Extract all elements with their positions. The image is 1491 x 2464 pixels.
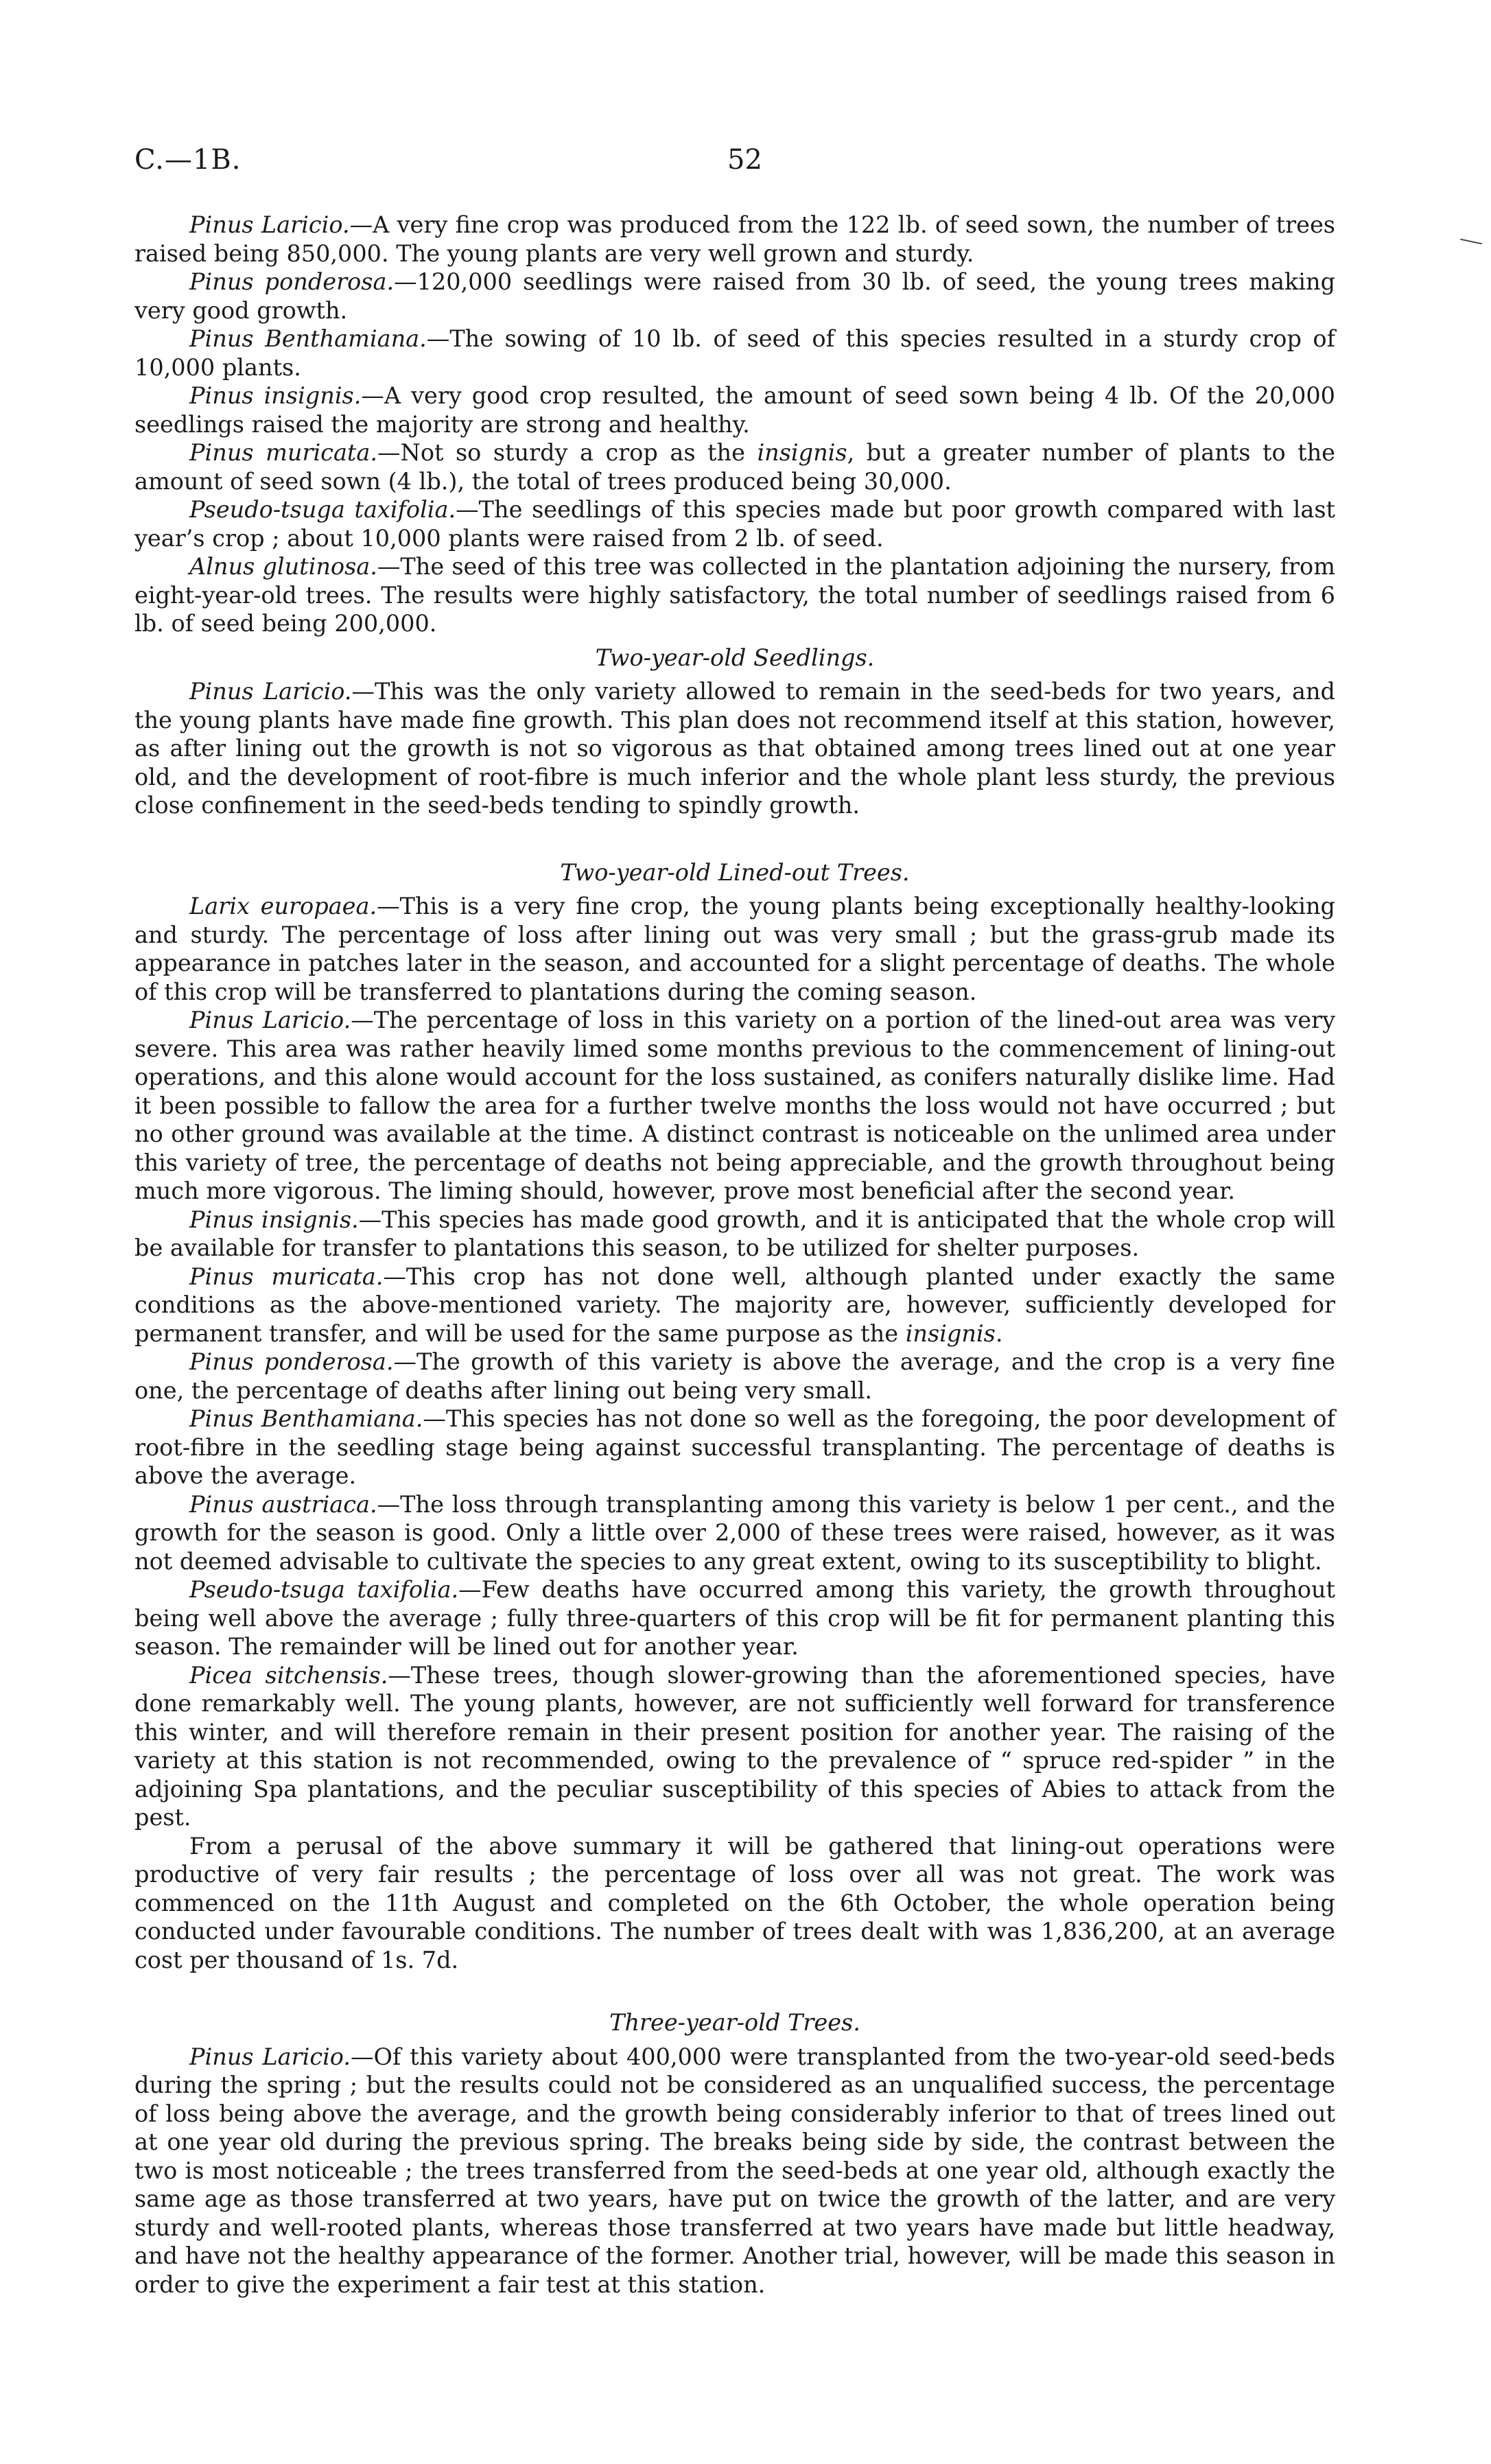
paragraph: Pinus Laricio.—This was the only variety allowed to remain in the seed-beds for two years, and the young plants have made fine growth. This plan does not recommend itself at this station, however, as after lining out the growth is not so vigorous as that obtained among trees lined out at one year old, and the development of root-fibre is much inferior and the whole plant less sturdy, the previous close confinement in the seed-beds tending to spindly growth. [134,678,1335,819]
species-name: Pinus muricata. [189,439,378,466]
section-heading: Two-year-old Lined-out Trees. [560,858,910,886]
species-name: Pseudo-tsuga taxifolia. [189,1576,459,1603]
paragraph: Pinus muricata.—This crop has not done well, although planted under exactly the same conditions as the above-mentioned variety. The majority are, however, sufficiently developed for permanent transfer, and will be used for the same purpose as the insignis. [134,1263,1336,1347]
species-name: Pinus austriaca. [189,1490,377,1518]
species-name: Larix europaea. [189,893,377,919]
paragraph: From a perusal of the above summary it will be gathered that lining-out operations were productive of very fair results ; the percentage of loss over all was not great. The work was commenced on the 11th August and completed on the 6th October, the whole operation being conducted under favourable conditions. The number of trees dealt with was 1,836,200, at an average cost per thousand of 1s. 7d. [134,1832,1335,1973]
paragraph: Pinus insignis.—This species has made good growth, and it is anticipated that the whole crop will be available for transfer to plantations this season, to be utilized for shelter purposes. [134,1206,1336,1261]
paragraph: Larix europaea.—This is a very fine crop, the young plants being exceptionally healthy-looking and sturdy. The percentage of loss after lining out was very small ; but the grass-grub made its appearance in patches later in the season, and accounted for a slight percentage of deaths. The whole of this crop will be transferred to plantations during the coming season. [134,893,1335,1005]
body-text [134,211,1335,2299]
paragraph: Pinus Laricio.—The percentage of loss in this variety on a portion of the lined-out area was very severe. This area was rather heavily limed some months previous to the commencement of lining-out operations, and this alone would account for the loss sustained, as conifers naturally dislike lime. Had it been possible to fallow the area for a further twelve months the loss would not have occurred ; but no other ground was available at the time. A distinct contrast is noticeable on the unlimed area under this variety of tree, the percentage of deaths not being appreciable, and the growth throughout being much more vigorous. The liming should, however, prove most beneficial after the second year. [134,1007,1335,1204]
species-name: Pinus Laricio. [189,2043,351,2070]
species-name: Picea sitchensis. [189,1661,388,1689]
species-name: Pinus muricata. [189,1263,384,1290]
species-name: Pinus Benthamiana. [189,325,427,352]
paragraph: Pinus muricata.—Not so sturdy a crop as the insignis, but a greater number of plants to the amount of seed sown (4 lb.), the total of trees produced being 30,000. [134,439,1335,495]
species-name: Pinus Laricio. [189,211,350,238]
species-name: Pinus Laricio. [189,1007,351,1033]
species-name: Pinus Benthamiana. [189,1405,423,1432]
paragraph: Pinus austriaca.—The loss through transplanting among this variety is below 1 per cent., and the growth for the season is good. Only a little over 2,000 of these trees were raised, however, as it was not deemed advisable to cultivate the species to any great extent, owing to its susceptibility to blight. [134,1490,1336,1575]
paragraph: Pinus Laricio.—A very fine crop was produced from the 122 lb. of seed sown, the number of trees raised being 850,000. The young plants are very well grown and sturdy. [134,211,1335,267]
page-number: 52 [727,144,762,176]
section-heading: Two-year-old Seedlings. [595,644,875,671]
report-code: C.—1B. [134,144,242,176]
paragraph: Pinus Benthamiana.—This species has not done so well as the foregoing, the poor development of root-fibre in the seedling stage being against successful transplanting. The percentage of deaths is above the average. [134,1405,1335,1489]
species-name: Alnus glutinosa. [189,553,377,580]
margin-mark [1460,239,1482,245]
paragraph: Pseudo-tsuga taxifolia.—The seedlings of this species made but poor growth compared with last year’s crop ; about 10,000 plants were raised from 2 lb. of seed. [134,496,1336,552]
paragraph: Picea sitchensis.—These trees, though slower-growing than the aforementioned species, have done remarkably well. The young plants, however, are not sufficiently well forward for transference this winter, and will therefore remain in their present position for another year. The raising of the variety at this station is not recommended, owing to the prevalence of “ spruce red-spider ” in the adjoining Spa plantations, and the peculiar susceptibility of this species of Abies to attack from the pest. [134,1661,1335,1831]
paragraph: Pseudo-tsuga taxifolia.—Few deaths have occurred among this variety, the growth throughout being well above the average ; fully three-quarters of this crop will be fit for permanent planting this season. The remainder will be lined out for another year. [134,1576,1335,1660]
species-name: Pinus insignis. [189,382,362,409]
paragraph: Pinus Benthamiana.—The sowing of 10 lb. of seed of this species resulted in a sturdy crop of 10,000 plants. [134,325,1335,381]
section-heading: Three-year-old Trees. [609,2009,860,2036]
species-name: Pseudo-tsuga taxifolia. [189,496,456,523]
species-name: Pinus insignis. [189,1206,359,1233]
paragraph: Pinus insignis.—A very good crop resulted, the amount of seed sown being 4 lb. Of the 20,000 seedlings raised the majority are strong and healthy. [134,382,1335,438]
paragraph: Pinus ponderosa.—120,000 seedlings were raised from 30 lb. of seed, the young trees making very good growth. [134,268,1336,324]
paragraph: Pinus ponderosa.—The growth of this variety is above the average, and the crop is a very fine one, the percentage of deaths after lining out being very small. [134,1348,1335,1404]
species-name: Pinus Laricio. [189,678,352,705]
paragraph: Pinus Laricio.—Of this variety about 400,000 were transplanted from the two-year-old seed-beds during the spring ; but the results could not be considered as an unqualified success, the percentage of loss being above the average, and the growth being considerably inferior to that of trees lined out at one year old during the previous spring. The breaks being side by side, the contrast between the two is most noticeable ; the trees transferred from the seed-beds at one year old, although exactly the same age as those transferred at two years, have put on twice the growth of the latter, and are very sturdy and well-rooted plants, whereas those transferred at two years have made but little headway, and have not the healthy appearance of the former. Another trial, however, will be made this season in order to give the experiment a fair test at this station. [134,2043,1335,2298]
paragraph: Alnus glutinosa.—The seed of this tree was collected in the plantation adjoining the nursery, from eight-year-old trees. The results were highly satisfactory, the total number of seedlings raised from 6 lb. of seed being 200,000. [134,553,1335,637]
species-name: Pinus ponderosa. [189,268,395,295]
species-name: Pinus ponderosa. [189,1348,394,1375]
